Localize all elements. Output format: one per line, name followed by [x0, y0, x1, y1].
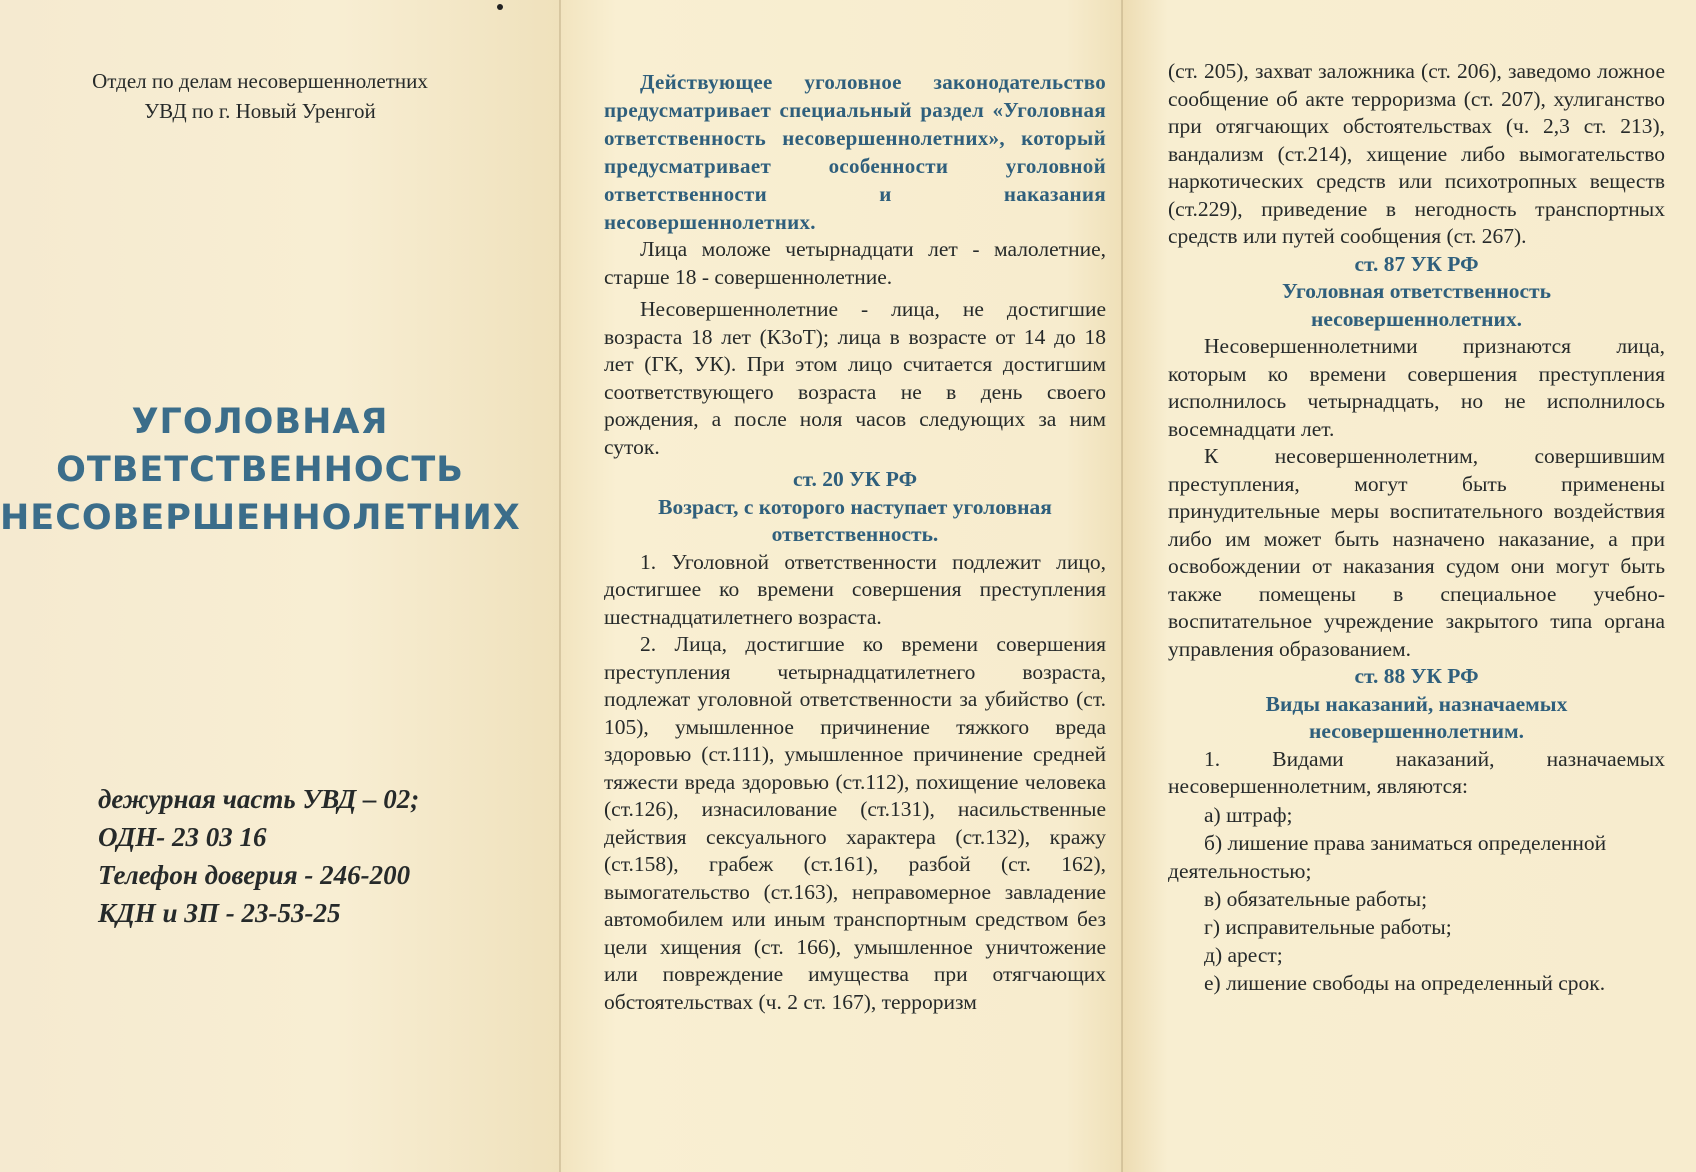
paragraph: Несовершеннолетними признаются лица, которым ко времени совершения преступления исполнилось четырнадцать, но не исполнилось восемнадцати лет. [1168, 334, 1665, 441]
contact-item: КДН и ЗП - 23-53-25 [98, 898, 341, 928]
article-subtitle: Уголовная ответственность [1281, 279, 1551, 303]
article-subtitle: несовершеннолетних. [1310, 306, 1523, 331]
intro-paragraph: Действующее уголовное законодательство предусматривает специальный раздел «Уголовная ответственность несовершеннолетних», который предусматривает особенности уголовной ответственности и наказания несовершеннолетних. [604, 70, 1106, 234]
list-item: а) штраф; [1204, 802, 1293, 827]
article-title: ст. 88 УК РФ [1354, 664, 1479, 688]
list-item: г) исправительные работы; [1204, 914, 1452, 939]
department-line: УВД по г. Новый Уренгой [144, 99, 376, 123]
paragraph: Несовершеннолетние - лица, не достигшие возраста 18 лет (КЗоТ); лица в возрасте от 14 до 18 лет (ГК, УК). При этом лицо считается достигшим соответствующего возраста не в день своего рождения, а после ноля часов следующих за ним суток. [604, 297, 1106, 459]
contact-item: ОДН- 23 03 16 [98, 822, 267, 852]
paragraph: 2. Лица, достигшие ко времени совершения преступления четырнадцатилетнего возраста, подлежат уголовной ответственности за убийство (ст. 105), умышленное причинение тяжкого вреда здоровью (ст.111), умышленное причинение средней тяжести вреда здоровью (ст.112), похищение человека (ст.126), изнасилование (ст.131), насильственные действия сексуального характера (ст.132), кражу (ст.158), грабеж (ст.161), разбой (ст. 162), вымогательство (ст.163), неправомерное завладение автомобилем или иным транспортным средством без цели хищения (ст. 166), умышленное уничтожение или повреждение имущества при отягчающих обстоятельствах (ч. 2 ст. 167), терроризм [604, 632, 1106, 1014]
paragraph: 1. Уголовной ответственности подлежит лицо, достигшее ко времени совершения преступления шестнадцатилетнего возраста. [604, 549, 1106, 629]
article-subtitle: Возраст, с которого наступает уголовная ответственность. [658, 494, 1052, 546]
paragraph: 1. Видами наказаний, назначаемых несовершеннолетним, являются: [1168, 746, 1665, 798]
contact-item: дежурная часть УВД – 02; [98, 784, 420, 814]
punishment-list [1168, 801, 1665, 997]
list-item: б) лишение права заниматься определенной деятельностью; [1168, 830, 1607, 883]
fold-line [1121, 0, 1123, 1172]
continuation-paragraph: (ст. 205), захват заложника (ст. 206), заведомо ложное сообщение об акте терроризма (ст. 207), хулиганство при отягчающих обстоятельствах (ч. 2,3 ст. 213), вандализм (ст.214), хищение либо вымогательство наркотических средств или психотропных веществ (ст.229), приведение в негодность транспортных средств или путей сообщения (ст. 267). [1168, 59, 1665, 248]
contact-item: Телефон доверия - 246-200 [98, 860, 411, 890]
list-item: е) лишение свободы на определенный срок. [1204, 970, 1606, 995]
list-item: д) арест; [1204, 942, 1283, 967]
paragraph: Лица моложе четырнадцати лет - малолетние, старше 18 - совершеннолетние. [604, 237, 1106, 289]
department-line: Отдел по делам несовершеннолетних [92, 69, 428, 93]
paragraph: К несовершеннолетним, совершившим преступления, могут быть применены принудительные меры воспитательного воздействия либо им может быть назначено наказание, а при освобождении от наказания судом они могут быть также помещены в специальное учебно-воспитательное учреждение закрытого типа органа управления образованием. [1168, 444, 1665, 661]
article-title: ст. 20 УК РФ [792, 467, 918, 491]
title-line: НЕСОВЕРШЕННОЛЕТНИХ [0, 498, 521, 538]
article-subtitle: Виды наказаний, назначаемых [1265, 691, 1568, 716]
middle-column [604, 0, 1106, 1016]
contact-list [98, 780, 419, 932]
department-heading [0, 66, 520, 126]
title-line: ОТВЕТСТВЕННОСТЬ [56, 450, 464, 490]
article-subtitle: несовершеннолетним. [1309, 719, 1524, 743]
ink-dot [497, 4, 503, 10]
title-line: УГОЛОВНАЯ [131, 402, 389, 442]
brochure-title [0, 398, 520, 542]
left-panel [0, 0, 560, 1172]
list-item: в) обязательные работы; [1204, 886, 1428, 911]
article-title: ст. 87 УК РФ [1354, 251, 1479, 276]
fold-line [559, 0, 561, 1172]
right-column [1168, 0, 1665, 997]
